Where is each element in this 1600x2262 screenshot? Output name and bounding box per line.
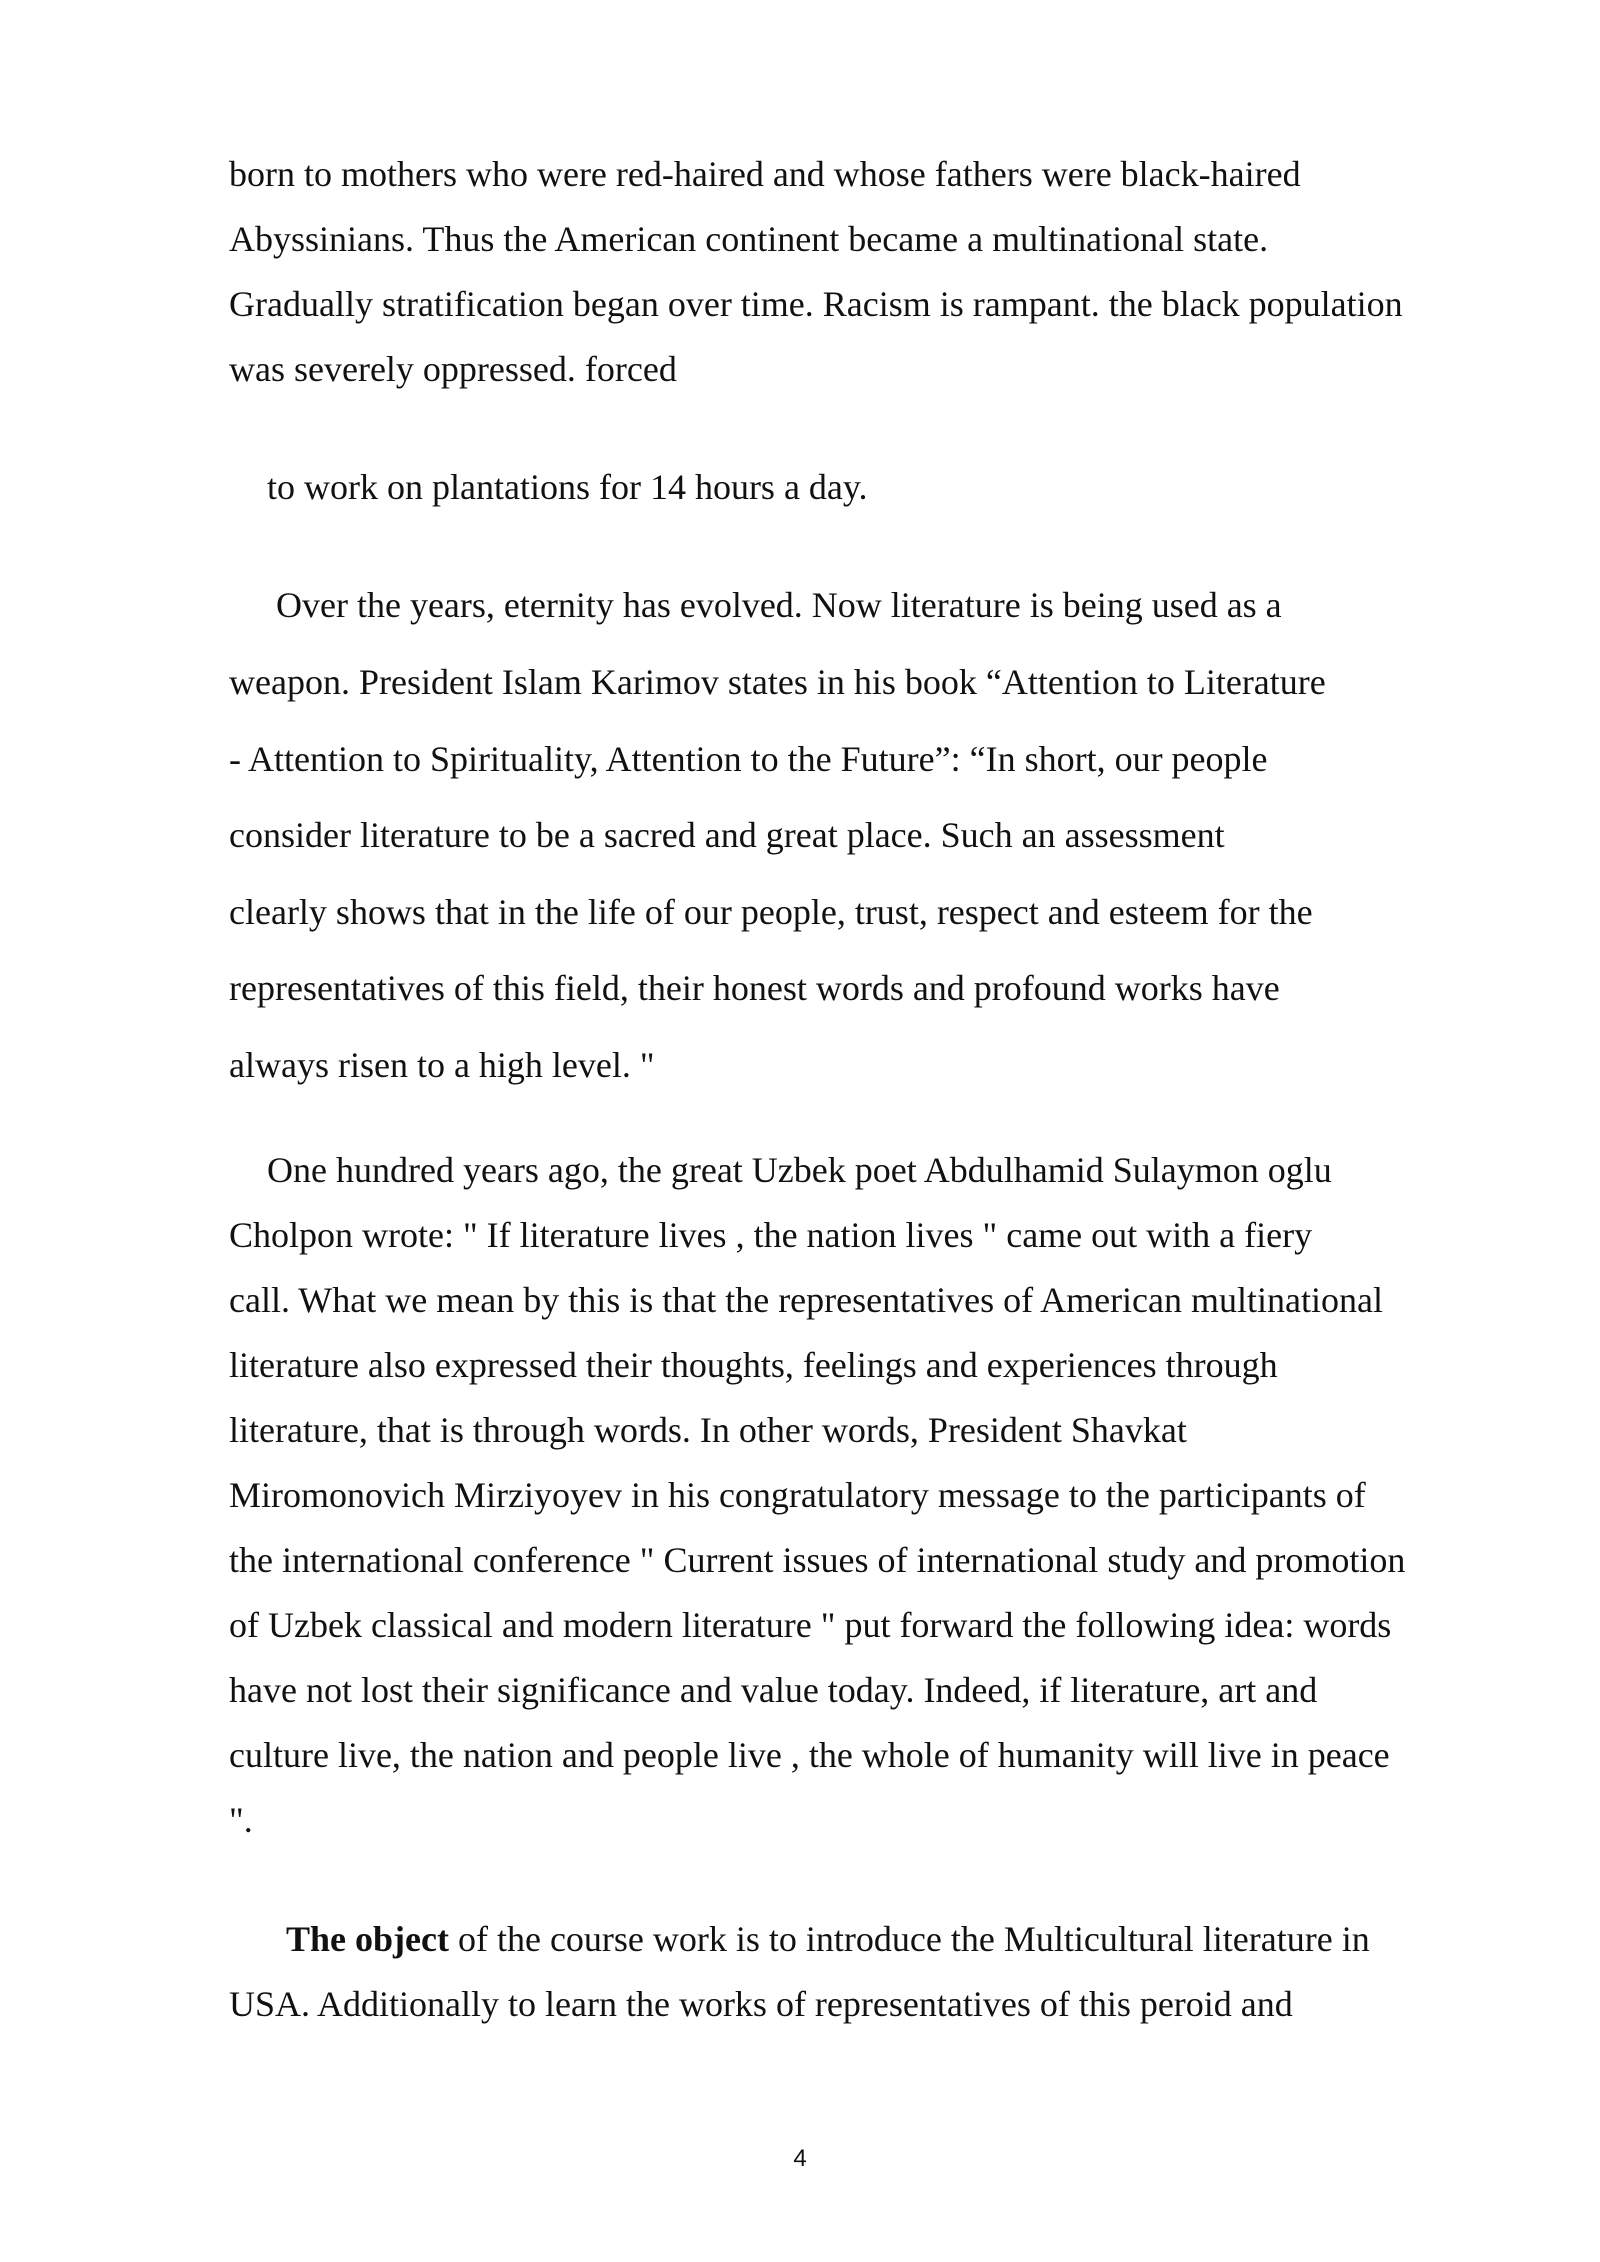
text-line: weapon. President Islam Karimov states in his book “Attention to Literature <box>229 662 1326 702</box>
object-paragraph-line <box>286 1917 1370 1961</box>
text-run: of the course work is to introduce the Multicultural literature in <box>448 1919 1370 1959</box>
text-line: Over the years, eternity has evolved. Now literature is being used as a <box>276 585 1282 625</box>
text-line: literature, that is through words. In other words, President Shavkat <box>229 1410 1187 1450</box>
text-line: Miromonovich Mirziyoyev in his congratulatory message to the participants of <box>229 1475 1366 1515</box>
page-number: 4 <box>793 2145 807 2172</box>
text-line: representatives of this field, their honest words and profound works have <box>229 968 1280 1008</box>
text-line: always risen to a high level. " <box>229 1045 655 1085</box>
bold-lead: The object <box>286 1919 449 1959</box>
text-line: clearly shows that in the life of our people, trust, respect and esteem for the <box>229 892 1313 932</box>
text-line: born to mothers who were red-haired and whose fathers were black-haired <box>229 154 1301 194</box>
text-line: to work on plantations for 14 hours a day. <box>267 467 868 507</box>
text-line: ". <box>229 1800 253 1840</box>
text-line: One hundred years ago, the great Uzbek poet Abdulhamid Sulaymon oglu <box>267 1150 1332 1190</box>
text-line: Gradually stratification began over time. Racism is rampant. the black population <box>229 284 1403 324</box>
text-line: - Attention to Spirituality, Attention to the Future”: “In short, our people <box>229 739 1268 779</box>
text-line: USA. Additionally to learn the works of representatives of this peroid and <box>229 1984 1293 2024</box>
text-line: Abyssinians. Thus the American continent became a multinational state. <box>229 219 1269 259</box>
text-line: literature also expressed their thoughts, feelings and experiences through <box>229 1345 1278 1385</box>
text-line: call. What we mean by this is that the representatives of American multinational <box>229 1280 1383 1320</box>
text-line: was severely oppressed. forced <box>229 349 677 389</box>
text-line: the international conference " Current issues of international study and promotion <box>229 1540 1406 1580</box>
text-line: consider literature to be a sacred and great place. Such an assessment <box>229 815 1225 855</box>
text-line: Cholpon wrote: " If literature lives , the nation lives " came out with a fiery <box>229 1215 1313 1255</box>
text-line: have not lost their significance and value today. Indeed, if literature, art and <box>229 1670 1318 1710</box>
text-line: of Uzbek classical and modern literature " put forward the following idea: words <box>229 1605 1392 1645</box>
text-line: culture live, the nation and people live , the whole of humanity will live in peace <box>229 1735 1390 1775</box>
